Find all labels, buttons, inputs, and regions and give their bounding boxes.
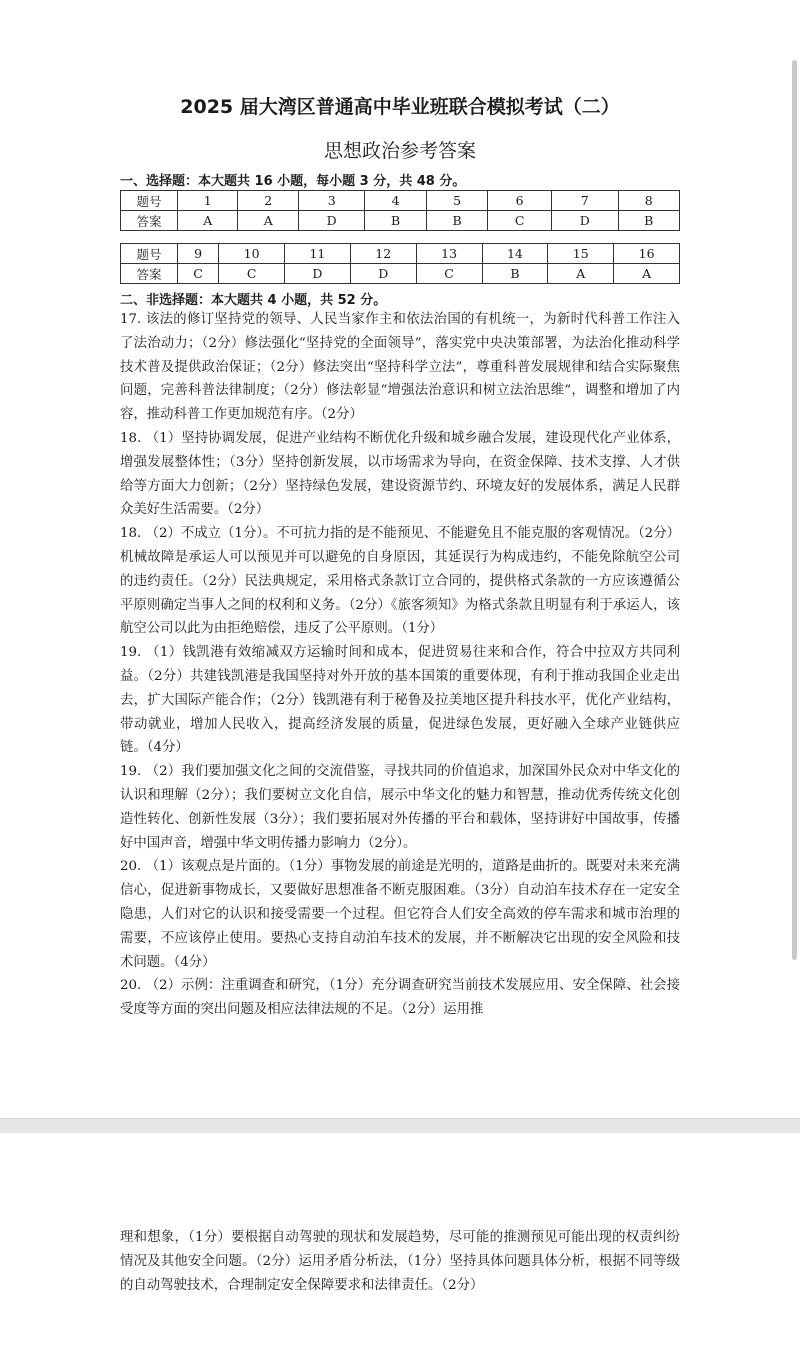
- answer-cell: B: [618, 211, 679, 231]
- question-number: 3: [298, 191, 365, 211]
- question-number: 13: [416, 244, 482, 264]
- table-row: [121, 211, 680, 231]
- question-number: 14: [482, 244, 548, 264]
- answer-paragraph-20-1: 20. （1）该观点是片面的。（1分）事物发展的前途是光明的，道路是曲折的。既要对未来充满信心，促进新事物成长，又要做好思想准备不断克服困难。（3分）自动泊车技术存在一定安全隐患，人们对它的认识和接受需要一个过程。但它符合人们安全高效的停车需求和城市治理的需要，不应该停止使用。要热心支持自动泊车技术的发展，并不断解决它出现的安全风险和技术问题。（4分）: [120, 859, 680, 970]
- question-number: 11: [285, 244, 351, 264]
- question-number: 1: [178, 191, 238, 211]
- question-number: 5: [426, 191, 487, 211]
- question-number: 4: [365, 191, 426, 211]
- table-row: [121, 191, 680, 211]
- answer-paragraph-20-2-continued: 理和想象，（1分）要根据自动驾驶的现状和发展趋势，尽可能的推测预见可能出现的权责纠纷情况及其他安全问题。（2分）运用矛盾分析法，（1分）坚持具体问题具体分析，根据不同等级的自动驾驶技术，合理制定安全保障要求和法律责任。（2分）: [120, 1230, 680, 1293]
- table-row: [121, 264, 680, 284]
- answer-paragraph-19-1: 19. （1）钱凯港有效缩减双方运输时间和成本，促进贸易往来和合作，符合中拉双方共同利益。（2分）共建钱凯港是我国坚持对外开放的基本国策的重要体现，有利于推动我国企业走出去，扩大国际产能合作；（2分）钱凯港有利于秘鲁及拉美地区提升科技水平，优化产业结构，带动就业，增加人民收入，提高经济发展的质量，促进绿色发展，更好融入全球产业链供应链。（4分）: [120, 645, 680, 756]
- question-number: 6: [488, 191, 552, 211]
- question-number: 2: [238, 191, 298, 211]
- answer-paragraph-20-2: 20. （2）示例：注重调查和研究，（1分）充分调查研究当前技术发展应用、安全保障、社会接受度等方面的突出问题及相应法律法规的不足。（2分）运用推: [120, 978, 680, 1018]
- answer-cell: D: [350, 264, 416, 284]
- answer-paragraph-18-2: 18. （2）不成立（1分）。不可抗力指的是不能预见、不能避免且不能克服的客观情况。（2分）机械故障是承运人可以预见并可以避免的自身原因，其延误行为构成违约，不能免除航空公司的违约责任。（2分）民法典规定，采用格式条款订立合同的，提供格式条款的一方应该遵循公平原则确定当事人之间的权利和义务。（2分）《旅客须知》为格式条款且明显有利于承运人，该航空公司以此为由拒绝赔偿，违反了公平原则。（1分）: [120, 526, 680, 637]
- section-2-heading: 二、非选择题：本大题共 4 小题，共 52 分。: [120, 293, 387, 308]
- answer-cell: B: [426, 211, 487, 231]
- answer-cell: D: [298, 211, 365, 231]
- answer-paragraph-19-2: 19. （2）我们要加强文化之间的交流借鉴，寻找共同的价值追求，加深国外民众对中华文化的认识和理解（2分）；我们要树立文化自信，展示中华文化的魅力和智慧，推动优秀传统文化创造性转化、创新性发展（3分）；我们要拓展对外传播的平台和载体，坚持讲好中国故事，传播好中国声音，增强中华文明传播力影响力（2分）。: [120, 764, 680, 851]
- question-number: 8: [618, 191, 679, 211]
- section-1-heading: 一、选择题：本大题共 16 小题，每小题 3 分，共 48 分。: [120, 174, 466, 189]
- exam-subtitle: 思想政治参考答案: [323, 140, 476, 162]
- answer-label: 答案: [121, 264, 178, 284]
- answer-table-1: [120, 190, 680, 231]
- question-label: 题号: [121, 244, 178, 264]
- table-row: [121, 244, 680, 264]
- answer-paragraph-17: 17. 该法的修订坚持党的领导、人民当家作主和依法治国的有机统一，为新时代科普工作注入了法治动力；（2分）修法强化“坚持党的全面领导”，落实党中央决策部署，为法治化推动科学技术普及提供政治保证；（2分）修法突出“坚持科学立法”，尊重科普发展规律和结合实际聚焦问题，完善科普法律制度；（2分）修法彰显“增强法治意识和树立法治思维”，调整和增加了内容，推动科普工作更加规范有序。（2分）: [120, 312, 680, 423]
- answer-cell: C: [178, 264, 219, 284]
- exam-title: 2025 届大湾区普通高中毕业班联合模拟考试（二）: [180, 96, 620, 118]
- question-number: 16: [614, 244, 680, 264]
- answer-paragraph-18-1: 18. （1）坚持协调发展，促进产业结构不断优化升级和城乡融合发展，建设现代化产业体系，增强发展整体性；（3分）坚持创新发展，以市场需求为导向，在资金保障、技术支撑、人才供给等方面大力创新；（2分）坚持绿色发展，建设资源节约、环境友好的发展体系，满足人民群众美好生活需要。（2分）: [120, 430, 680, 518]
- answer-cell: C: [488, 211, 552, 231]
- answer-cell: C: [219, 264, 285, 284]
- answer-cell: D: [552, 211, 619, 231]
- answer-cell: D: [285, 264, 351, 284]
- question-number: 12: [350, 244, 416, 264]
- answer-table-2: [120, 243, 680, 284]
- answer-label: 答案: [121, 211, 178, 231]
- answer-cell: C: [416, 264, 482, 284]
- page-separator: [0, 1118, 800, 1134]
- answer-body: [120, 308, 680, 1022]
- question-label: 题号: [121, 191, 178, 211]
- answer-cell: B: [482, 264, 548, 284]
- question-number: 10: [219, 244, 285, 264]
- question-number: 9: [178, 244, 219, 264]
- answer-cell: A: [614, 264, 680, 284]
- vertical-scrollbar[interactable]: [792, 60, 797, 960]
- answer-cell: A: [548, 264, 614, 284]
- page-2-body: [120, 1226, 680, 1297]
- question-number: 7: [552, 191, 619, 211]
- answer-cell: A: [238, 211, 298, 231]
- answer-cell: A: [178, 211, 238, 231]
- answer-cell: B: [365, 211, 426, 231]
- question-number: 15: [548, 244, 614, 264]
